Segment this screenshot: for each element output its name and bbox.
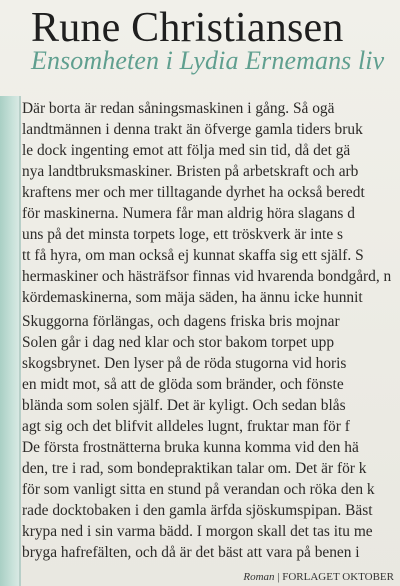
book-title: Ensomheten i Lydia Ernemans liv bbox=[31, 46, 385, 75]
text-line: den, tre i rad, som bondepraktikan talar om. Det är för k bbox=[22, 460, 367, 477]
text-line: rade docktobaken i den gamla ärfda sjöskumspipan. Bäst bbox=[22, 502, 373, 519]
text-line: Skuggorna förlängas, och dagens friska bris mojnar bbox=[22, 313, 340, 330]
publisher-line bbox=[243, 570, 394, 584]
text-line: för som vanligt sitta en stund på verandan och röka den k bbox=[22, 481, 375, 498]
text-line: för maskinerna. Numera får man aldrig höra slagans d bbox=[22, 205, 355, 222]
genre-label: Roman bbox=[243, 571, 275, 583]
text-line: Där borta är redan såningsmaskinen i gång. Så ogä bbox=[22, 100, 335, 117]
text-line: Solen går i dag ned klar och stor bakom torpet upp bbox=[22, 334, 335, 351]
text-line: krypa ned i sin varma bädd. I morgon skall det tas itu me bbox=[22, 523, 373, 540]
publisher-separator: | bbox=[277, 571, 280, 583]
text-line: uns på det minsta torpets loge, ett tröskverk är inte s bbox=[22, 226, 343, 243]
text-line: blända som solen själf. Det är kyligt. Och sedan blås bbox=[22, 397, 346, 414]
publisher-name: FORLAGET OKTOBER bbox=[282, 571, 394, 583]
text-line: skogsbrynet. Den lyser på de röda stugorna vid horis bbox=[22, 355, 347, 372]
text-line: De första frostnätterna bruka kunna komma vid den hä bbox=[22, 439, 359, 456]
text-line: tt få hyra, om man också ej kunnat skaffa sig ett själf. S bbox=[22, 247, 364, 264]
text-line: en midt mot, så att de glöda som bränder, och fönste bbox=[22, 376, 344, 393]
spine-color-strip bbox=[0, 96, 20, 586]
background-text-block bbox=[22, 97, 400, 567]
text-line: agt sig och det blifvit alldeles lugnt, fruktar man för f bbox=[22, 418, 350, 435]
text-line: le dock ingenting emot att följa med sin tid, då det gä bbox=[22, 142, 351, 159]
text-line: landtmännen i denna trakt än öfverge gamla tiders bruk bbox=[22, 121, 363, 138]
text-line: bryga hafrefälten, och då är det bäst att vara på benen i bbox=[22, 544, 360, 561]
spine-edge-line bbox=[19, 96, 21, 586]
text-line: hermaskiner och hästräfsor finnas vid hvarenda bondgård, n bbox=[22, 268, 392, 285]
text-line: nya landtbruksmaskiner. Bristen på arbetskraft och arb bbox=[22, 163, 359, 180]
text-line: kraftens mer och mer tilltagande dyrhet ha också beredt bbox=[22, 184, 365, 201]
text-line: kördemaskinerna, som mäja säden, ha ännu icke hunnit bbox=[22, 289, 363, 306]
author-name: Rune Christiansen bbox=[31, 5, 344, 51]
